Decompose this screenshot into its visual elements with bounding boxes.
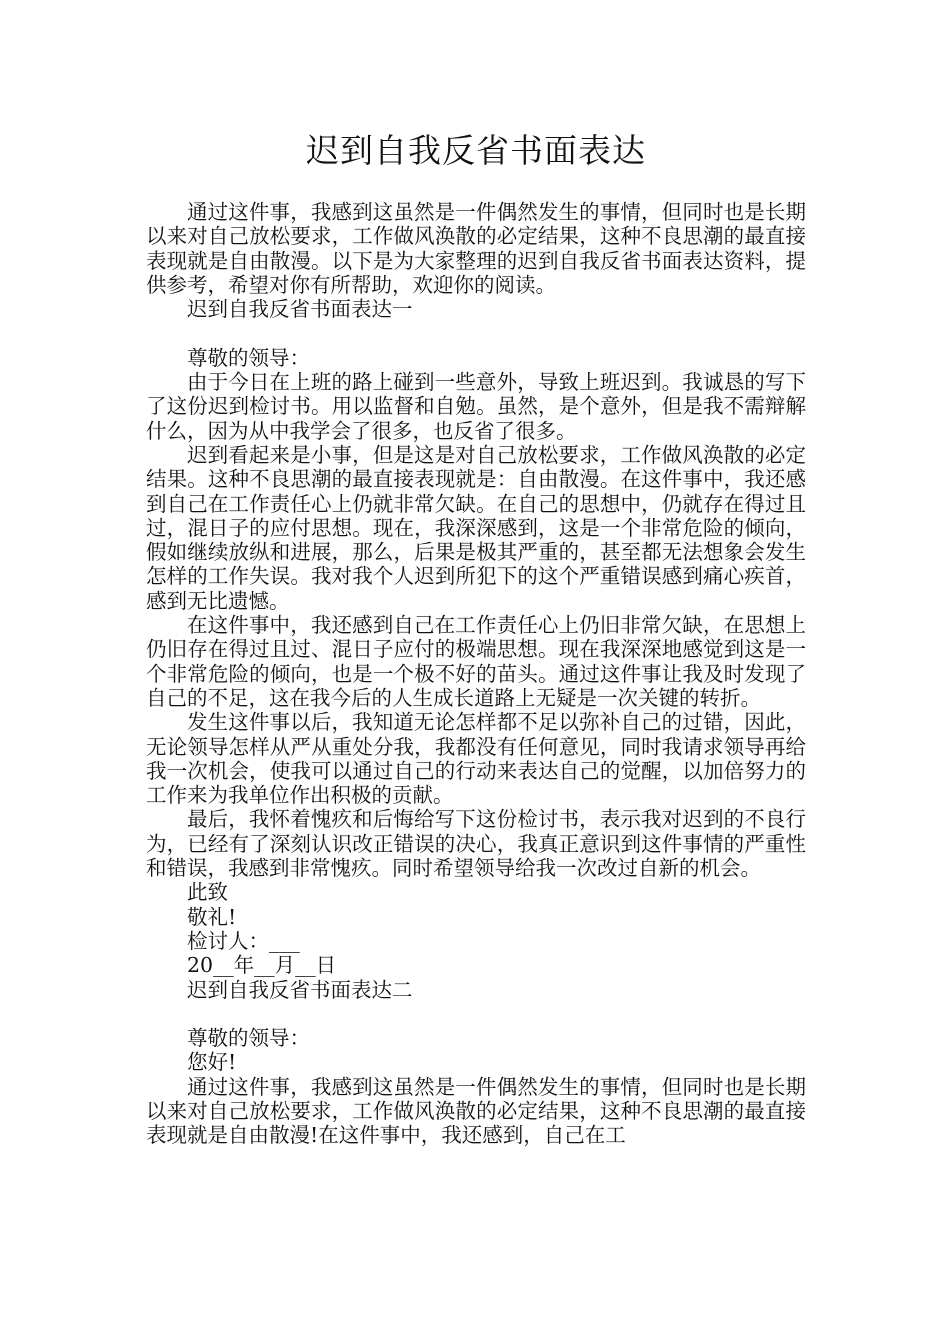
document-page bbox=[146, 128, 806, 1148]
body-paragraph: 发生这件事以后，我知道无论怎样都不足以弥补自己的过错，因此，无论领导怎样从严从重处分我，我都没有任何意见，同时我请求领导再给我一次机会，使我可以通过自己的行动来表达自己的觉醒，以加倍努力的工作来为我单位作出积极的贡献。 bbox=[146, 710, 806, 808]
document-body bbox=[146, 200, 806, 1148]
intro-paragraph: 通过这件事，我感到这虽然是一件偶然发生的事情，但同时也是长期以来对自己放松要求，工作做风涣散的必定结果，这种不良思潮的最直接表现就是自由散漫。以下是为大家整理的迟到自我反省书面表达资料，提供参考，希望对你有所帮助，欢迎你的阅读。 bbox=[146, 200, 806, 297]
body-paragraph: 最后，我怀着愧疚和后悔给写下这份检讨书，表示我对迟到的不良行为，已经有了深刻认识改正错误的决心，我真正意识到这件事情的严重性和错误，我感到非常愧疚。同时希望领导给我一次改过自新的机会。 bbox=[146, 807, 806, 881]
section-heading-2: 迟到自我反省书面表达二 bbox=[187, 977, 413, 1002]
salutation-1: 尊敬的领导： bbox=[187, 345, 310, 370]
closing-line-1: 此致 bbox=[187, 880, 228, 905]
closing-line-2: 敬礼! bbox=[187, 904, 237, 929]
salutation-2: 尊敬的领导： bbox=[187, 1026, 310, 1051]
document-title: 迟到自我反省书面表达 bbox=[306, 131, 646, 170]
signer-line: 检讨人：___ bbox=[187, 928, 300, 953]
body-paragraph: 在这件事中，我还感到自己在工作责任心上仍旧非常欠缺，在思想上仍旧存在得过且过、混日子应付的极端思想。现在我深深地感觉到这是一个非常危险的倾向，也是一个极不好的苗头。通过这件事让我及时发现了自己的不足，这在我今后的人生成长道路上无疑是一次关键的转折。 bbox=[146, 613, 806, 710]
body-paragraph: 由于今日在上班的路上碰到一些意外，导致上班迟到。我诚恳的写下了这份迟到检讨书。用以监督和自勉。虽然，是个意外，但是我不需辩解什么，因为从中我学会了很多，也反省了很多。 bbox=[146, 370, 806, 443]
date-line: 20__年__月__日 bbox=[187, 953, 337, 978]
body-paragraph: 迟到看起来是小事，但是这是对自己放松要求，工作做风涣散的必定结果。这种不良思潮的最直接表现就是：自由散漫。在这件事中，我还感到自己在工作责任心上仍就非常欠缺。在自己的思想中，仍就存在得过且过，混日子的应付思想。现在，我深深感到，这是一个非常危险的倾向，假如继续放纵和进展，那么，后果是极其严重的，甚至都无法想象会发生怎样的工作失误。我对我个人迟到所犯下的这个严重错误感到痛心疾首，感到无比遗憾。 bbox=[146, 442, 806, 613]
body-paragraph: 通过这件事，我感到这虽然是一件偶然发生的事情，但同时也是长期以来对自己放松要求，工作做风涣散的必定结果，这种不良思潮的最直接表现就是自由散漫!在这件事中，我还感到，自己在工 bbox=[146, 1074, 806, 1148]
greeting-line: 您好! bbox=[187, 1050, 237, 1075]
blank-line bbox=[146, 1002, 806, 1026]
section-heading-1: 迟到自我反省书面表达一 bbox=[187, 297, 413, 322]
blank-line bbox=[146, 321, 806, 345]
